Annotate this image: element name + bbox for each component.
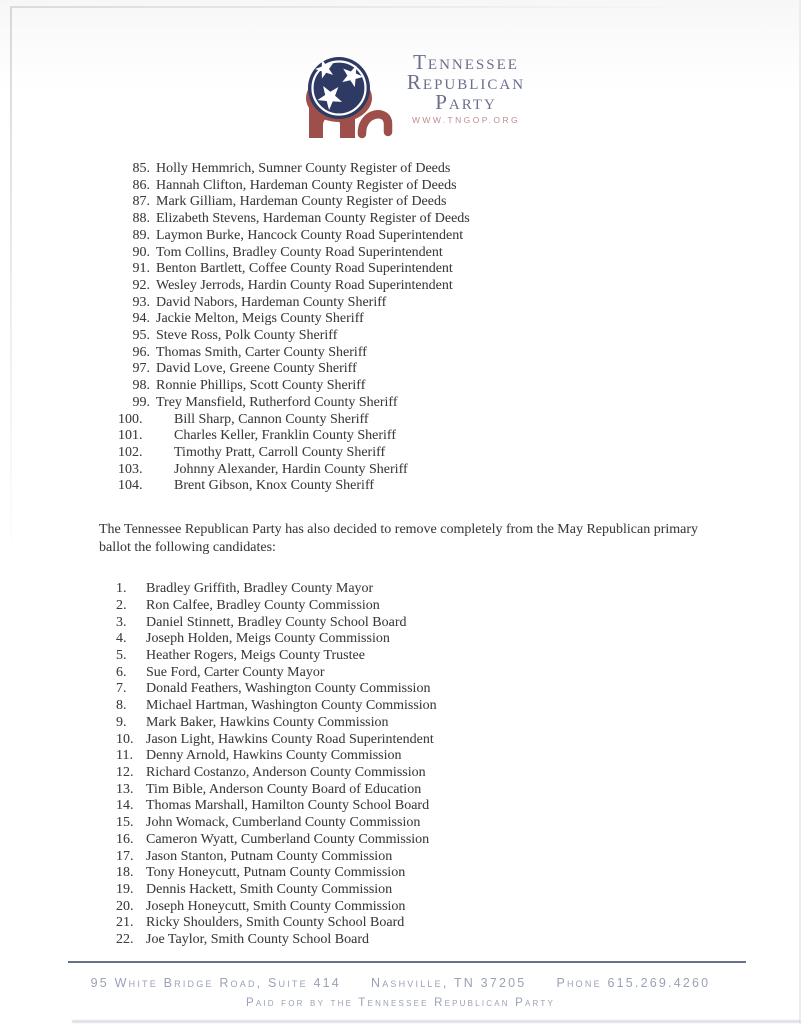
ballot-list-item xyxy=(0,798,801,815)
item-number: 89. xyxy=(132,227,150,243)
item-text: Ricky Shoulders, Smith County School Board xyxy=(146,915,405,931)
item-text: Charles Keller, Franklin County Sheriff xyxy=(174,428,396,444)
ballot-list-item xyxy=(0,899,801,916)
item-text: Denny Arnold, Hawkins County Commission xyxy=(146,748,402,764)
item-number: 15. xyxy=(116,815,134,831)
item-number: 11. xyxy=(116,748,133,764)
item-number: 8. xyxy=(116,698,127,714)
ballot-list-item xyxy=(0,665,801,682)
item-number: 101. xyxy=(118,428,143,444)
org-name-line3: Party xyxy=(435,90,497,114)
item-number: 97. xyxy=(132,361,150,377)
item-text: David Love, Greene County Sheriff xyxy=(156,361,357,377)
ballot-list-item xyxy=(0,598,801,615)
item-number: 5. xyxy=(116,648,127,664)
item-text: Benton Bartlett, Coffee County Road Superintendent xyxy=(156,261,453,277)
roster-list-item xyxy=(0,328,801,345)
item-text: Sue Ford, Carter County Mayor xyxy=(146,664,325,680)
item-text: Bill Sharp, Cannon County Sheriff xyxy=(174,411,369,427)
item-number: 18. xyxy=(116,865,134,881)
ballot-list-item xyxy=(0,932,801,949)
ballot-list-item xyxy=(0,581,801,598)
item-number: 6. xyxy=(116,664,127,680)
item-text: Ron Calfee, Bradley County Commission xyxy=(146,597,380,613)
item-number: 16. xyxy=(116,831,134,847)
item-number: 12. xyxy=(116,764,134,780)
ballot-list-item xyxy=(0,882,801,899)
ballot-list-item xyxy=(0,832,801,849)
item-number: 21. xyxy=(116,915,134,931)
item-number: 86. xyxy=(132,177,150,193)
item-number: 19. xyxy=(116,881,134,897)
page-edge-top xyxy=(10,6,801,8)
ballot-list-item xyxy=(0,681,801,698)
item-text: Mark Gilliam, Hardeman County Register of Deeds xyxy=(156,194,447,210)
item-number: 22. xyxy=(116,932,134,948)
letterhead xyxy=(0,0,801,146)
item-number: 85. xyxy=(132,161,150,176)
item-number: 9. xyxy=(116,714,127,730)
item-number: 10. xyxy=(116,731,134,747)
item-number: 93. xyxy=(132,294,150,310)
item-text: Joseph Holden, Meigs County Commission xyxy=(146,631,390,647)
footer-city: Nashville, TN 37205 xyxy=(370,976,527,990)
item-text: Thomas Smith, Carter County Sheriff xyxy=(156,344,367,360)
ballot-list-item xyxy=(0,615,801,632)
item-text: Michael Hartman, Washington County Commission xyxy=(146,698,437,714)
item-text: Heather Rogers, Meigs County Trustee xyxy=(146,648,365,664)
org-name-block xyxy=(400,50,532,146)
item-text: Jackie Melton, Meigs County Sheriff xyxy=(156,311,364,327)
item-text: Holly Hemmrich, Sumner County Register of Deeds xyxy=(156,161,451,176)
roster-list-item xyxy=(0,211,801,228)
roster-list-item xyxy=(0,194,801,211)
page-edge-bottom xyxy=(72,1020,801,1023)
item-number: 103. xyxy=(118,461,143,477)
page-edge-left xyxy=(10,6,12,1024)
item-text: Trey Mansfield, Rutherford County Sheriff xyxy=(156,394,398,410)
item-number: 88. xyxy=(132,211,150,227)
item-number: 94. xyxy=(132,311,150,327)
tngop-elephant-logo-icon xyxy=(299,50,397,146)
org-name-line1: Tennessee xyxy=(413,50,519,74)
item-number: 4. xyxy=(116,631,127,647)
ballot-list-item xyxy=(0,815,801,832)
website-url: WWW.TNGOP.ORG xyxy=(411,115,520,125)
ballot-removal-list xyxy=(0,581,801,948)
footer-contact-line xyxy=(0,976,801,990)
footer-rule xyxy=(68,961,746,963)
item-text: Richard Costanzo, Anderson County Commission xyxy=(146,764,426,780)
item-text: Hannah Clifton, Hardeman County Register of Deeds xyxy=(156,177,457,193)
item-text: Johnny Alexander, Hardin County Sheriff xyxy=(174,461,408,477)
item-number: 7. xyxy=(116,681,127,697)
item-number: 92. xyxy=(132,277,150,293)
item-text: Cameron Wyatt, Cumberland County Commission xyxy=(146,831,430,847)
item-number: 13. xyxy=(116,781,134,797)
ballot-list-item xyxy=(0,698,801,715)
roster-list-item xyxy=(0,478,801,495)
roster-list-item xyxy=(0,412,801,429)
roster-list-item xyxy=(0,311,801,328)
ballot-list-item xyxy=(0,648,801,665)
item-text: Bradley Griffith, Bradley County Mayor xyxy=(146,581,374,597)
ballot-list-item xyxy=(0,782,801,799)
roster-list-item xyxy=(0,361,801,378)
item-number: 3. xyxy=(116,614,127,630)
ballot-list-item xyxy=(0,748,801,765)
item-number: 1. xyxy=(116,581,127,597)
item-number: 99. xyxy=(132,394,150,410)
item-text: Jason Stanton, Putnam County Commission xyxy=(146,848,393,864)
roster-list-item xyxy=(0,395,801,412)
item-text: Tony Honeycutt, Putnam County Commission xyxy=(146,865,406,881)
ballot-list-item xyxy=(0,915,801,932)
item-number: 14. xyxy=(116,798,134,814)
ballot-list-item xyxy=(0,631,801,648)
item-text: Timothy Pratt, Carroll County Sheriff xyxy=(174,444,386,460)
item-number: 102. xyxy=(118,444,143,460)
ballot-list-item xyxy=(0,715,801,732)
item-number: 91. xyxy=(132,261,150,277)
footer-paid-for: Paid for by the Tennessee Republican Party xyxy=(245,997,556,1009)
item-number: 96. xyxy=(132,344,150,360)
roster-list-item xyxy=(0,462,801,479)
item-text: David Nabors, Hardeman County Sheriff xyxy=(156,294,387,310)
ballot-list-item xyxy=(0,765,801,782)
intro-paragraph: The Tennessee Republican Party has also decided to remove completely from the May Republican primary ballot the following candidates: xyxy=(99,522,699,555)
roster-list-item xyxy=(0,228,801,245)
item-text: Thomas Marshall, Hamilton County School Board xyxy=(146,798,430,814)
roster-list-item xyxy=(0,178,801,195)
item-text: Tim Bible, Anderson County Board of Education xyxy=(146,781,422,797)
item-number: 98. xyxy=(132,378,150,394)
roster-list-item xyxy=(0,445,801,462)
roster-list-item xyxy=(0,261,801,278)
ballot-list-item xyxy=(0,849,801,866)
roster-list-item xyxy=(0,161,801,178)
roster-list-item xyxy=(0,345,801,362)
roster-list-item xyxy=(0,378,801,395)
item-text: Ronnie Phillips, Scott County Sheriff xyxy=(156,378,366,394)
roster-continued-list xyxy=(0,161,801,495)
item-number: 104. xyxy=(118,478,143,494)
roster-list-item xyxy=(0,428,801,445)
ballot-list-item xyxy=(0,865,801,882)
item-number: 95. xyxy=(132,328,150,344)
item-text: Steve Ross, Polk County Sheriff xyxy=(156,328,338,344)
item-text: John Womack, Cumberland County Commission xyxy=(146,815,421,831)
roster-list-item xyxy=(0,295,801,312)
item-text: Elizabeth Stevens, Hardeman County Register of Deeds xyxy=(156,211,470,227)
footer-address: 95 White Bridge Road, Suite 414 xyxy=(90,976,341,990)
letter-footer xyxy=(0,961,801,1009)
item-number: 2. xyxy=(116,597,127,613)
item-text: Laymon Burke, Hancock County Road Superintendent xyxy=(156,227,464,243)
item-number: 90. xyxy=(132,244,150,260)
item-number: 100. xyxy=(118,411,143,427)
item-number: 17. xyxy=(116,848,134,864)
item-text: Dennis Hackett, Smith County Commission xyxy=(146,881,393,897)
footer-phone: Phone 615.269.4260 xyxy=(556,976,711,990)
item-text: Mark Baker, Hawkins County Commission xyxy=(146,714,389,730)
item-text: Donald Feathers, Washington County Commission xyxy=(146,681,431,697)
roster-list-item xyxy=(0,278,801,295)
item-text: Joe Taylor, Smith County School Board xyxy=(146,932,369,948)
item-text: Daniel Stinnett, Bradley County School Board xyxy=(146,614,407,630)
item-text: Jason Light, Hawkins County Road Superintendent xyxy=(146,731,434,747)
roster-list-item xyxy=(0,245,801,262)
item-number: 20. xyxy=(116,898,134,914)
item-number: 87. xyxy=(132,194,150,210)
item-text: Tom Collins, Bradley County Road Superintendent xyxy=(156,244,443,260)
ballot-list-item xyxy=(0,732,801,749)
item-text: Joseph Honeycutt, Smith County Commission xyxy=(146,898,406,914)
item-text: Brent Gibson, Knox County Sheriff xyxy=(174,478,375,494)
item-text: Wesley Jerrods, Hardin County Road Superintendent xyxy=(156,277,453,293)
org-name-line2: Republican xyxy=(406,70,526,94)
